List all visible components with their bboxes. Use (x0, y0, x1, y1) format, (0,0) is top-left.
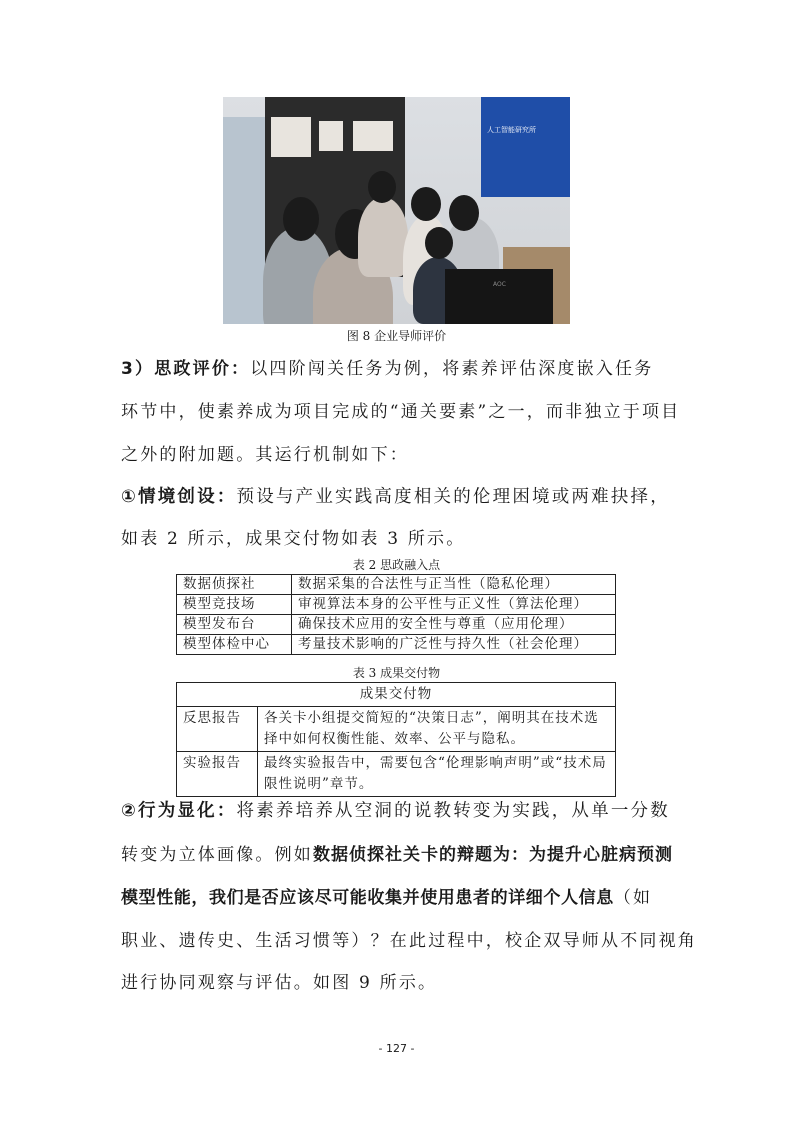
photo-poster (481, 97, 570, 197)
photo-person-head (283, 197, 319, 241)
photo-monitor-brand: AOC (493, 281, 506, 288)
photo-poster-text: 人工智能研究所 (487, 126, 536, 134)
table2 (176, 574, 616, 655)
table-cell: 数据采集的合法性与正当性（隐私伦理） (292, 575, 616, 595)
table-row (177, 752, 616, 797)
paragraph-text: 将素养培养从空洞的说教转变为实践，从单一分数 (236, 801, 670, 821)
table-row (177, 575, 616, 595)
photo-person-head (368, 171, 396, 203)
paragraph-line: 之外的附加题。其运行机制如下： (121, 445, 409, 465)
table-header-row (177, 683, 616, 707)
table-cell: 审视算法本身的公平性与正义性（算法伦理） (292, 595, 616, 615)
table2-caption: 表 2 思政融入点 (352, 558, 441, 572)
table-cell: 模型发布台 (177, 615, 292, 635)
paragraph-line (121, 354, 677, 379)
photo-glass-door (223, 117, 265, 324)
photo-person (358, 197, 408, 277)
table-cell: 最终实验报告中，需要包含“伦理影响声明”或“技术局限性说明”章节。 (258, 752, 616, 797)
paragraph-lead: ①情境创设： (121, 487, 237, 507)
paragraph-lead: 3）思政评价： (121, 359, 251, 379)
table-cell: 确保技术应用的安全性与尊重（应用伦理） (292, 615, 616, 635)
table-cell: 模型体检中心 (177, 635, 292, 655)
table-row (177, 615, 616, 635)
table-cell: 模型竞技场 (177, 595, 292, 615)
page-number: - 127 - (378, 1042, 415, 1055)
photo-monitor (445, 269, 553, 324)
paragraph-line (121, 797, 677, 822)
table3-caption: 表 3 成果交付物 (352, 666, 441, 680)
table-header: 成果交付物 (177, 683, 616, 707)
figure-photo (223, 97, 570, 324)
paragraph-text: 以四阶闯关任务为例，将素养评估深度嵌入任务 (250, 359, 654, 379)
paragraph-line: 进行协同观察与评估。如图 9 所示。 (121, 973, 438, 993)
photo-shelf-item (353, 121, 393, 151)
paragraph-text: 预设与产业实践高度相关的伦理困境或两难抉择， (236, 487, 670, 507)
photo-person-head (411, 187, 441, 221)
table-cell: 实验报告 (177, 752, 258, 797)
paragraph-line: 如表 2 所示，成果交付物如表 3 所示。 (121, 529, 466, 549)
table-row (177, 595, 616, 615)
paragraph-lead: ②行为显化： (121, 801, 237, 821)
paragraph-text: （如 (613, 888, 653, 908)
table3 (176, 682, 616, 797)
photo-shelf-item (319, 121, 343, 151)
table-cell: 各关卡小组提交简短的“决策日志”，阐明其在技术选择中如何权衡性能、效率、公平与隐私。 (258, 707, 616, 752)
table-row (177, 707, 616, 752)
table-row (177, 635, 616, 655)
paragraph-text: 转变为立体画像。例如 (121, 845, 313, 865)
paragraph-line: 职业、遗传史、生活习惯等）？在此过程中，校企双导师从不同视角 (121, 931, 697, 951)
paragraph-line (121, 483, 677, 508)
paragraph-line: 环节中，使素养成为项目完成的“通关要素”之一，而非独立于项目 (121, 402, 681, 422)
paragraph-line (121, 840, 677, 865)
table-cell: 数据侦探社 (177, 575, 292, 595)
photo-shelf-item (271, 117, 311, 157)
paragraph-line (121, 883, 677, 908)
figure-caption: 图 8 企业导师评价 (346, 329, 447, 343)
photo-person-head (425, 227, 453, 259)
table-cell: 考量技术影响的广泛性与持久性（社会伦理） (292, 635, 616, 655)
paragraph-bold-text: 数据侦探社关卡的辩题为：为提升心脏病预测 (313, 845, 673, 865)
paragraph-bold-text: 模型性能，我们是否应该尽可能收集并使用患者的详细个人信息 (121, 888, 614, 908)
photo-person-head (449, 195, 479, 231)
table-cell: 反思报告 (177, 707, 258, 752)
